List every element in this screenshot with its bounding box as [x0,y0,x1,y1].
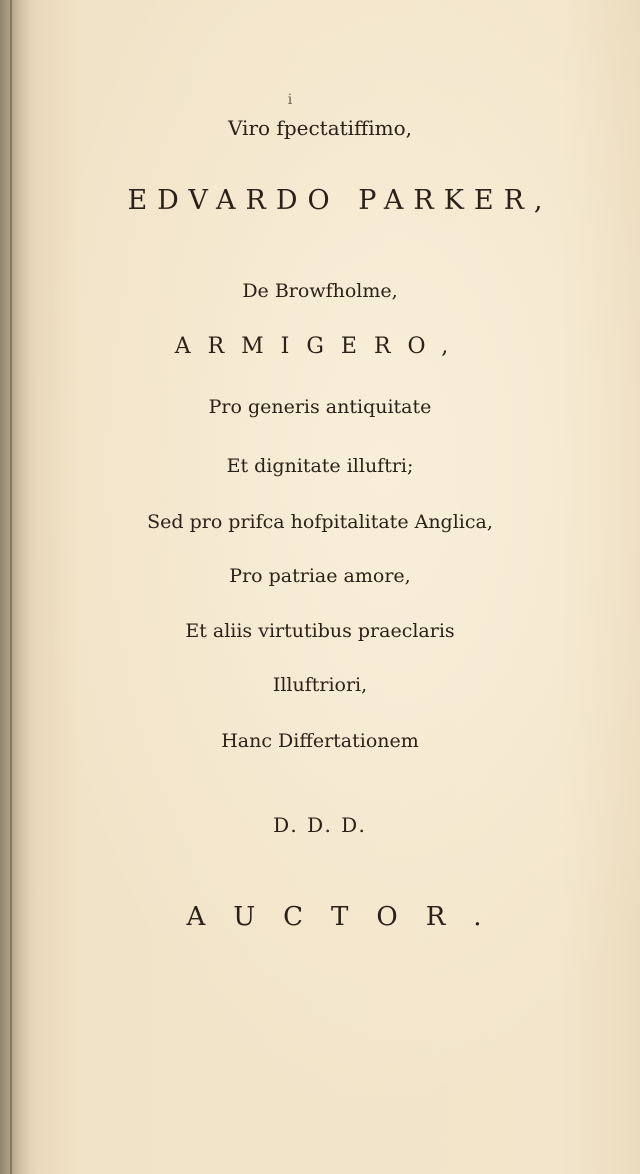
author-signature: AUCTOR. [186,902,510,932]
dedication-text-line: Pro patriae amore, [229,565,411,587]
dedication-text-line: Sed pro prifca hofpitalitate Anglica, [147,511,493,533]
dedication-line: Viro fpectatiffimo, [227,116,413,140]
dedicatee-name: EDVARDO PARKER, [127,185,553,216]
binding-gutter [0,0,30,1174]
dedicatee-title: ARMIGERO, [174,334,466,359]
dedication-text-line: Et aliis virtutibus praeclaris [185,620,455,642]
binding-edge [10,0,12,1174]
dedication-text-line: Hanc Differtationem [221,730,419,752]
dat-dicat-dedicat: D. D. D. [273,813,367,837]
dedication-text-line: Pro generis antiquitate [208,396,432,418]
dedication-text-line: Et dignitate illuftri; [226,455,414,477]
dedicatee-estate: De Browfholme, [242,280,398,302]
page-mark: i [287,92,293,108]
dedication-text-line: Illuftriori, [272,674,368,696]
